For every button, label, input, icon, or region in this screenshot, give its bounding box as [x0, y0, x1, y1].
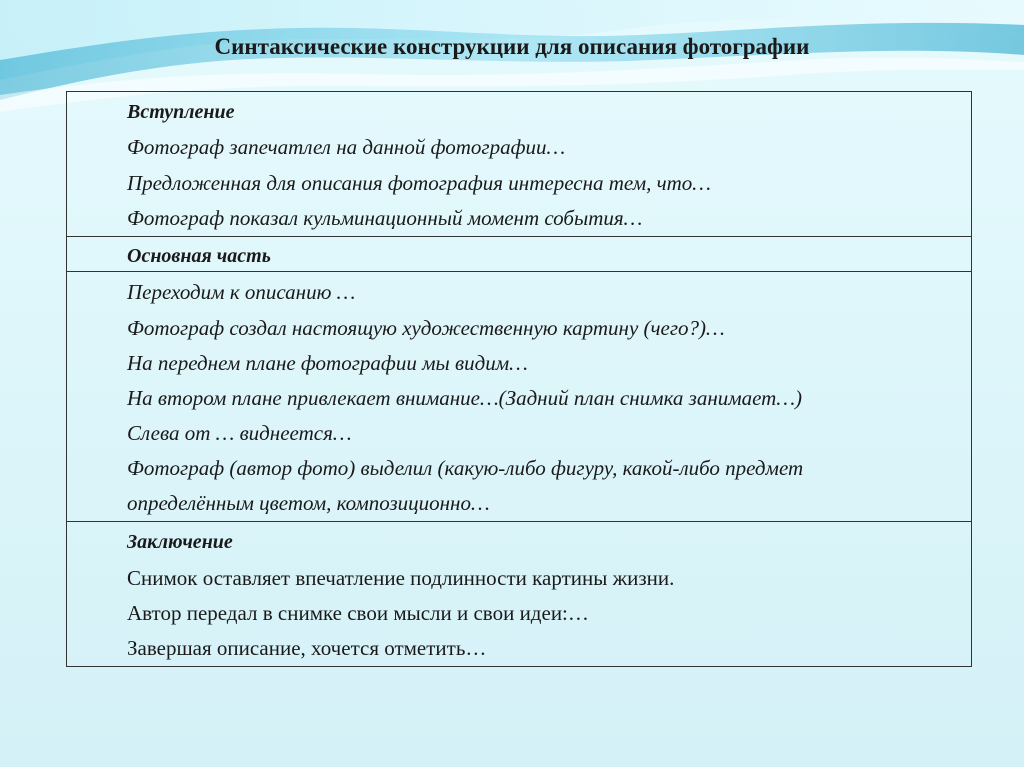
phrase-line: Снимок оставляет впечатление подлинности картины жизни. [127, 566, 675, 590]
phrase-line: определённым цветом, композиционно… [127, 491, 490, 515]
phrase-line: Завершая описание, хочется отметить… [127, 636, 487, 660]
phrase-line: Автор передал в снимке свои мысли и свои идеи:… [127, 601, 589, 625]
page-title: Синтаксические конструкции для описания фотографии [214, 34, 810, 59]
phrases-table [66, 91, 972, 667]
section-heading: Вступление [127, 101, 235, 123]
phrase-line: Фотограф создал настоящую художественную картину (чего?)… [127, 316, 725, 340]
section-heading: Основная часть [127, 245, 271, 267]
phrase-line: Предложенная для описания фотография интересна тем, что… [127, 171, 711, 195]
section-main-heading-row [67, 237, 971, 272]
section-conclusion [67, 522, 971, 668]
phrase-line: На втором плане привлекает внимание…(Задний план снимка занимает…) [127, 386, 803, 410]
phrase-line: Переходим к описанию … [127, 280, 356, 304]
section-heading: Заключение [127, 531, 233, 553]
phrase-line: Фотограф (автор фото) выделил (какую-либо фигуру, какой-либо предмет [127, 456, 804, 480]
phrase-line: На переднем плане фотографии мы видим… [127, 351, 528, 375]
phrase-line: Фотограф показал кульминационный момент события… [127, 206, 643, 230]
phrase-line: Слева от … виднеется… [127, 421, 352, 445]
section-intro [67, 92, 971, 237]
phrase-line: Фотограф запечатлел на данной фотографии… [127, 135, 566, 159]
section-main-body [67, 272, 971, 521]
